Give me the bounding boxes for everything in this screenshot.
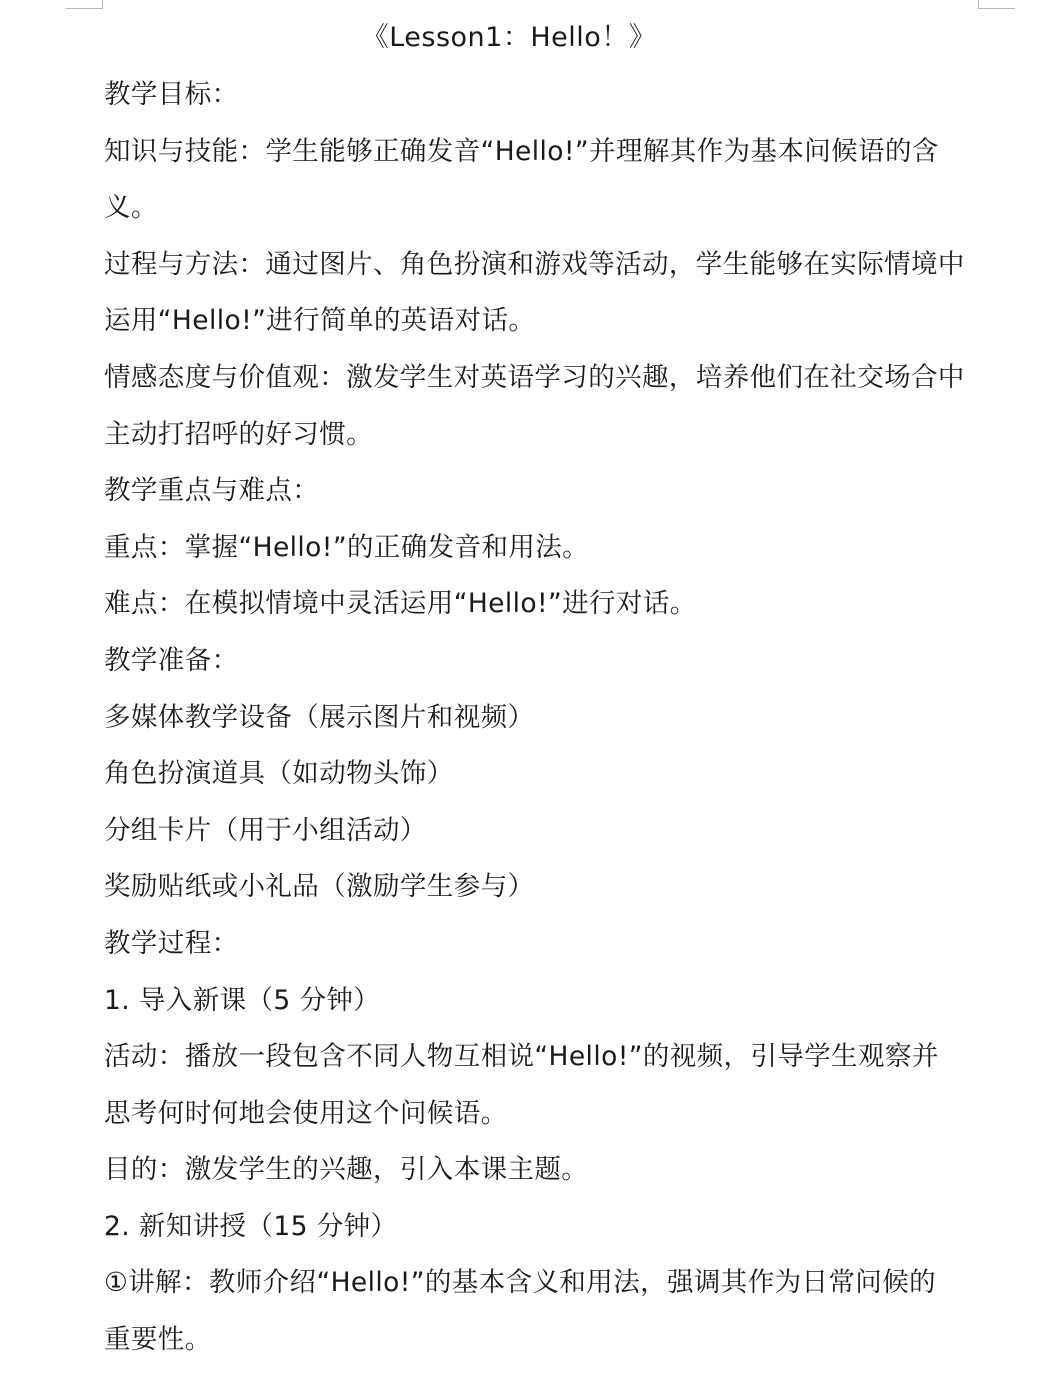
step-heading: 1. 导入新课（5 分钟） — [104, 984, 381, 1016]
document-title: 《Lesson1：Hello！》 — [361, 22, 657, 53]
page-corner-mark-left — [66, 0, 103, 9]
list-item: 多媒体教学设备（展示图片和视频） — [104, 701, 535, 733]
document-body — [104, 67, 984, 1369]
paragraph-line: 主动打招呼的好习惯。 — [104, 418, 373, 450]
list-item: 奖励贴纸或小礼品（激励学生参与） — [104, 871, 535, 903]
list-item: 分组卡片（用于小组活动） — [104, 814, 427, 846]
list-item: 角色扮演道具（如动物头饰） — [104, 758, 454, 790]
paragraph-line: 目的：激发学生的兴趣，引入本课主题。 — [104, 1154, 589, 1186]
step-heading: 2. 新知讲授（15 分钟） — [104, 1210, 398, 1242]
paragraph-line: 思考何时何地会使用这个问候语。 — [104, 1097, 508, 1129]
paragraph-line: 重点：掌握“Hello!”的正确发音和用法。 — [104, 531, 590, 563]
section-heading-teaching-process: 教学过程： — [104, 927, 239, 959]
paragraph-line: 难点：在模拟情境中灵活运用“Hello!”进行对话。 — [104, 588, 697, 620]
paragraph-line: 知识与技能：学生能够正确发音“Hello!”并理解其作为基本问候语的含 — [104, 135, 939, 167]
section-heading-key-points: 教学重点与难点： — [104, 475, 320, 507]
paragraph-line: ①讲解：教师介绍“Hello!”的基本含义和用法，强调其作为日常问候的 — [104, 1267, 937, 1299]
section-heading-teaching-objectives: 教学目标： — [104, 79, 239, 110]
paragraph-line: 义。 — [104, 192, 158, 224]
paragraph-line: 情感态度与价值观：激发学生对英语学习的兴趣，培养他们在社交场合中 — [104, 361, 965, 393]
page-corner-mark-right — [978, 0, 1015, 9]
section-heading-preparation: 教学准备： — [104, 644, 239, 676]
paragraph-line: 重要性。 — [104, 1324, 212, 1356]
paragraph-line: 过程与方法：通过图片、角色扮演和游戏等活动，学生能够在实际情境中 — [104, 248, 965, 280]
paragraph-line: 活动：播放一段包含不同人物互相说“Hello!”的视频，引导学生观察并 — [104, 1041, 939, 1073]
paragraph-line: 运用“Hello!”进行简单的英语对话。 — [104, 305, 536, 337]
